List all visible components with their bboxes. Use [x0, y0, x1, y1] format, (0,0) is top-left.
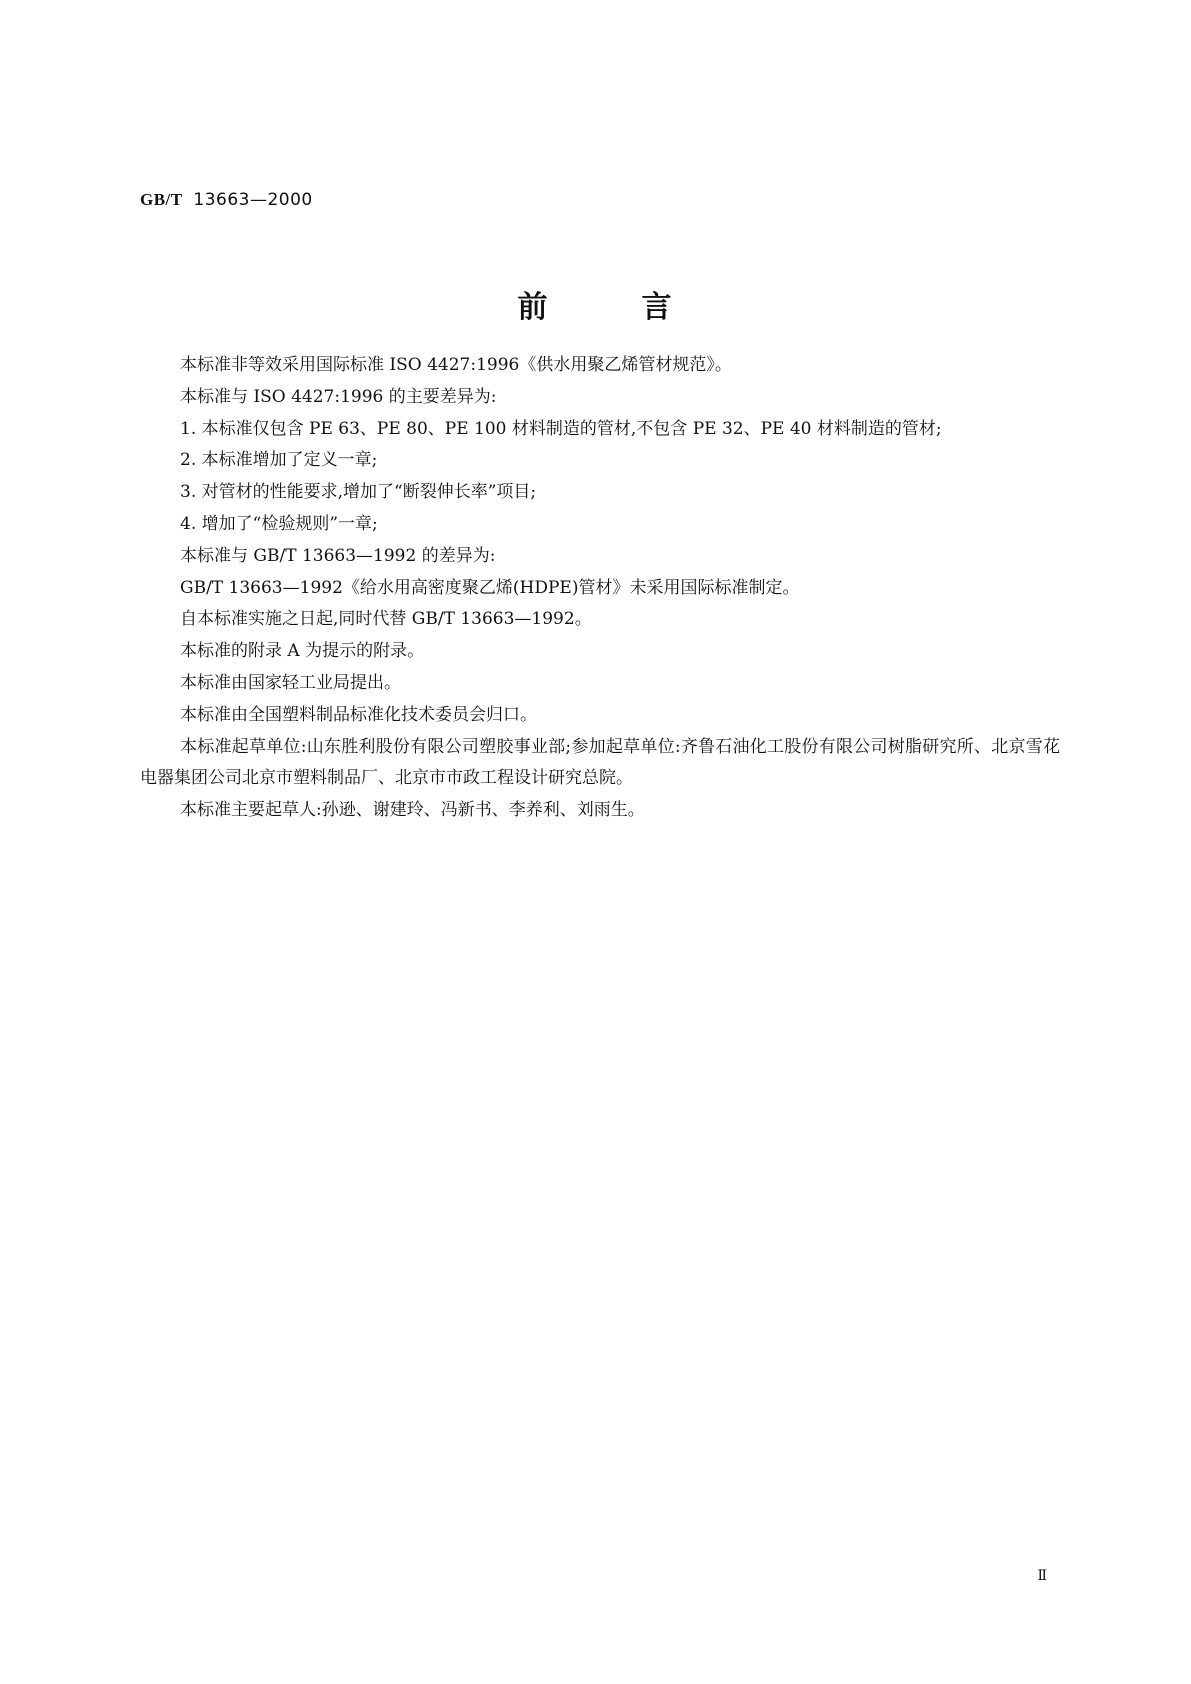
paragraph: 本标准主要起草人:孙逊、谢建玲、冯新书、李养利、刘雨生。 — [180, 800, 645, 821]
paragraph: 本标准的附录 A 为提示的附录。 — [180, 641, 425, 662]
paragraph: 本标准由国家轻工业局提出。 — [180, 672, 401, 693]
paragraph: 本标准与 ISO 4427:1996 的主要差异为: — [180, 386, 497, 407]
list-item: 3. 对管材的性能要求,增加了“断裂伸长率”项目; — [180, 482, 537, 503]
foreword-body — [140, 350, 1060, 827]
title-char-right: 言 — [641, 290, 674, 325]
list-item: 1. 本标准仅包含 PE 63、PE 80、PE 100 材料制造的管材,不包含 PE 32、PE 40 材料制造的管材; — [180, 418, 942, 439]
paragraph: 本标准由全国塑料制品标准化技术委员会归口。 — [180, 704, 537, 725]
document-header — [140, 190, 313, 210]
page-title — [0, 282, 1191, 326]
list-item: 4. 增加了“检验规则”一章; — [180, 513, 378, 534]
paragraph: 本标准起草单位:山东胜利股份有限公司塑胶事业部;参加起草单位:齐鲁石油化工股份有限公司树脂研究所、北京雪花电器集团公司北京市塑料制品厂、北京市市政工程设计研究总院。 — [140, 736, 1060, 789]
title-char-left: 前 — [517, 290, 550, 325]
page-number: Ⅱ — [1037, 1568, 1047, 1584]
standard-number: 13663—2000 — [193, 190, 313, 210]
list-item: 2. 本标准增加了定义一章; — [180, 450, 378, 471]
paragraph: 自本标准实施之日起,同时代替 GB/T 13663—1992。 — [180, 609, 592, 630]
paragraph: 本标准非等效采用国际标准 ISO 4427:1996《供水用聚乙烯管材规范》。 — [180, 355, 732, 375]
paragraph: GB/T 13663—1992《给水用高密度聚乙烯(HDPE)管材》未采用国际标准制定。 — [180, 577, 800, 598]
paragraph: 本标准与 GB/T 13663—1992 的差异为: — [180, 545, 496, 566]
standard-code: GB/T — [140, 190, 183, 209]
